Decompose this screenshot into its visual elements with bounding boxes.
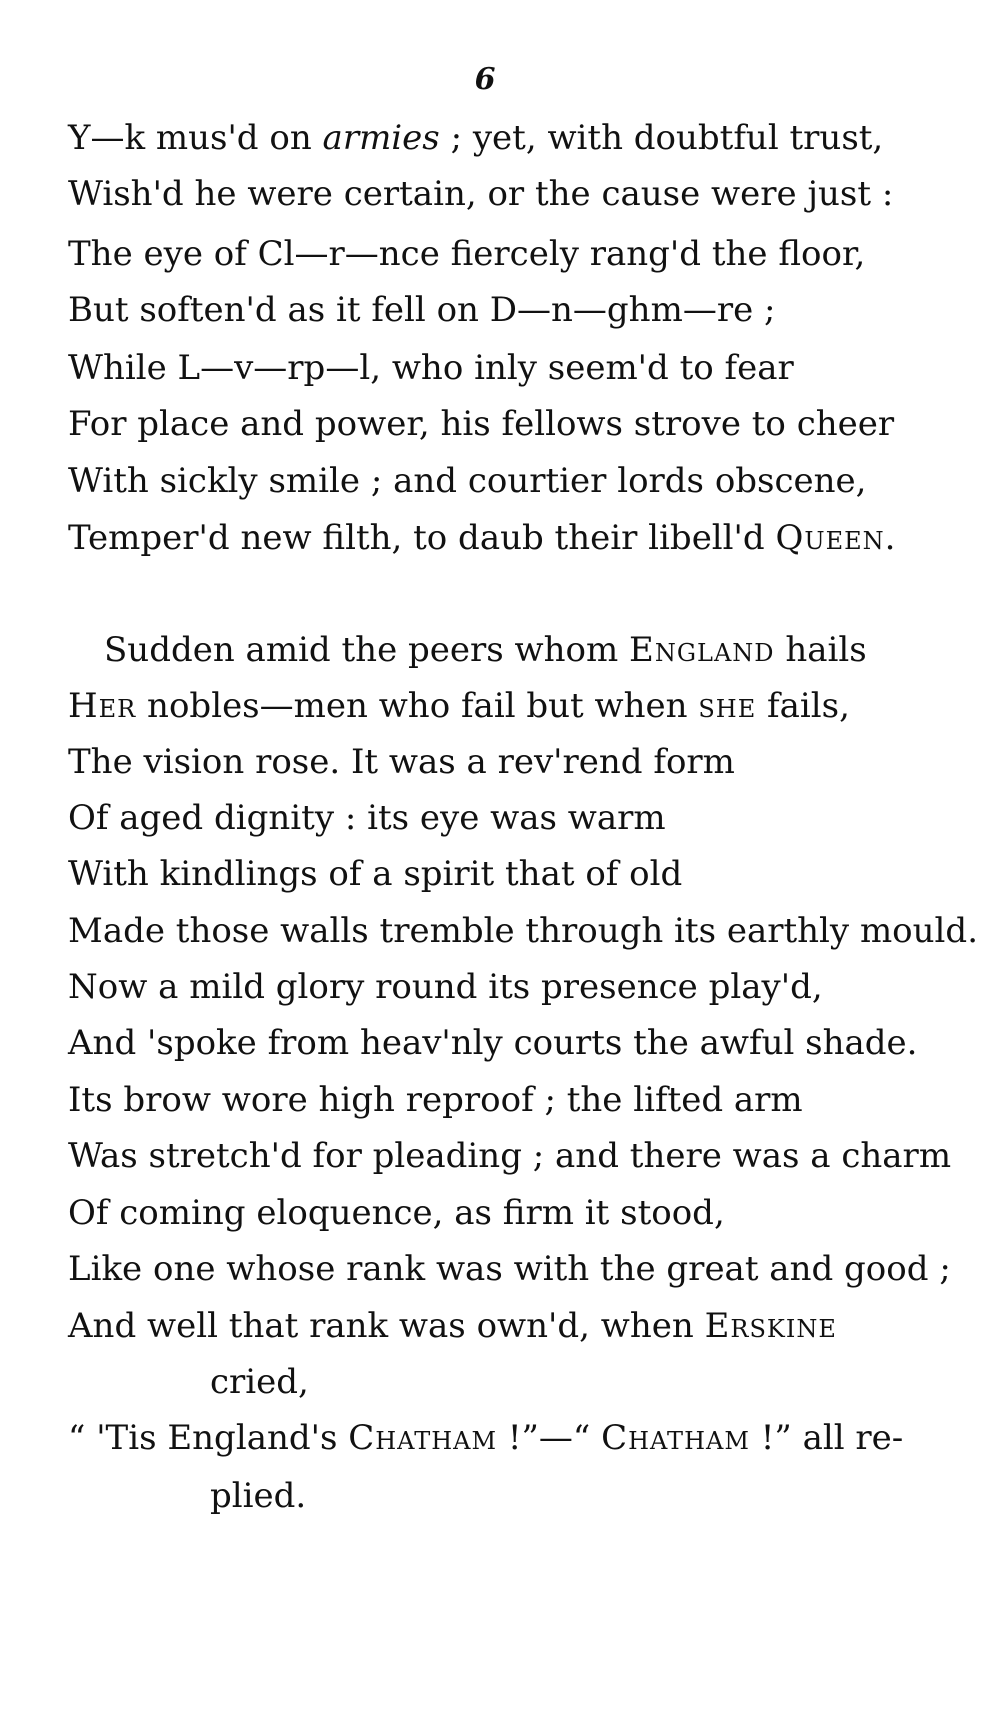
poem-line: With kindlings of a spirit that of old: [68, 854, 683, 894]
small-caps-word: she: [698, 686, 757, 726]
small-caps-word: Chatham: [601, 1418, 750, 1458]
poem-line: Now a mild glory round its presence play'd,: [68, 967, 823, 1007]
line-text: Y—k mus'd on: [68, 118, 323, 158]
poem-line-continuation: cried,: [210, 1362, 309, 1402]
small-caps-word: England: [629, 630, 775, 670]
poem-line: [68, 686, 850, 726]
poem-line: [68, 518, 896, 558]
line-text: Temper'd new filth, to daub their libell'd: [68, 518, 776, 558]
line-text: “ 'Tis England's: [68, 1418, 349, 1458]
line-text: hails: [774, 630, 867, 670]
line-text: !” all re-: [749, 1418, 904, 1458]
poem-line: With sickly smile ; and courtier lords obscene,: [68, 461, 867, 501]
poem-line: Was stretch'd for pleading ; and there was a charm: [68, 1136, 952, 1176]
line-text: ; yet, with doubtful trust,: [439, 118, 884, 158]
small-caps-word: Her: [68, 686, 137, 726]
poem-line-continuation: plied.: [210, 1476, 307, 1516]
poem-line: The eye of Cl—r—nce fiercely rang'd the floor,: [68, 234, 866, 274]
line-text: And well that rank was own'd, when: [68, 1306, 705, 1346]
line-text: Sudden amid the peers whom: [104, 630, 630, 670]
poem-line: The vision rose. It was a rev'rend form: [68, 742, 735, 782]
poem-line: For place and power, his fellows strove to cheer: [68, 404, 895, 444]
small-caps-word: Erskine: [704, 1306, 837, 1346]
small-caps-word: Chatham: [348, 1418, 498, 1458]
italic-word: armies: [322, 118, 440, 158]
poem-line: Wish'd he were certain, or the cause were just :: [68, 174, 894, 214]
poem-line: But soften'd as it fell on D—n—ghm—re ;: [68, 290, 776, 330]
poem-line: And 'spoke from heav'nly courts the awful shade.: [68, 1023, 918, 1063]
poem-line: Of coming eloquence, as firm it stood,: [68, 1193, 725, 1233]
poem-line: [104, 630, 867, 670]
poem-line: While L—v—rp—l, who inly seem'd to fear: [68, 348, 794, 388]
poem-line: [68, 1306, 837, 1346]
poem-line: [68, 1418, 903, 1458]
line-text: !”—“: [497, 1418, 602, 1458]
poem-line: Of aged dignity : its eye was warm: [68, 798, 666, 838]
page-number: 6: [474, 62, 496, 97]
poem-line: Made those walls tremble through its earthly mould.: [68, 911, 978, 951]
poem-line: [68, 118, 883, 158]
poem-line: Like one whose rank was with the great and good ;: [68, 1249, 951, 1289]
poem-line: Its brow wore high reproof ; the lifted arm: [68, 1080, 803, 1120]
small-caps-word: Queen.: [775, 518, 897, 558]
line-text: fails,: [756, 686, 850, 726]
line-text: nobles—men who fail but when: [136, 686, 699, 726]
